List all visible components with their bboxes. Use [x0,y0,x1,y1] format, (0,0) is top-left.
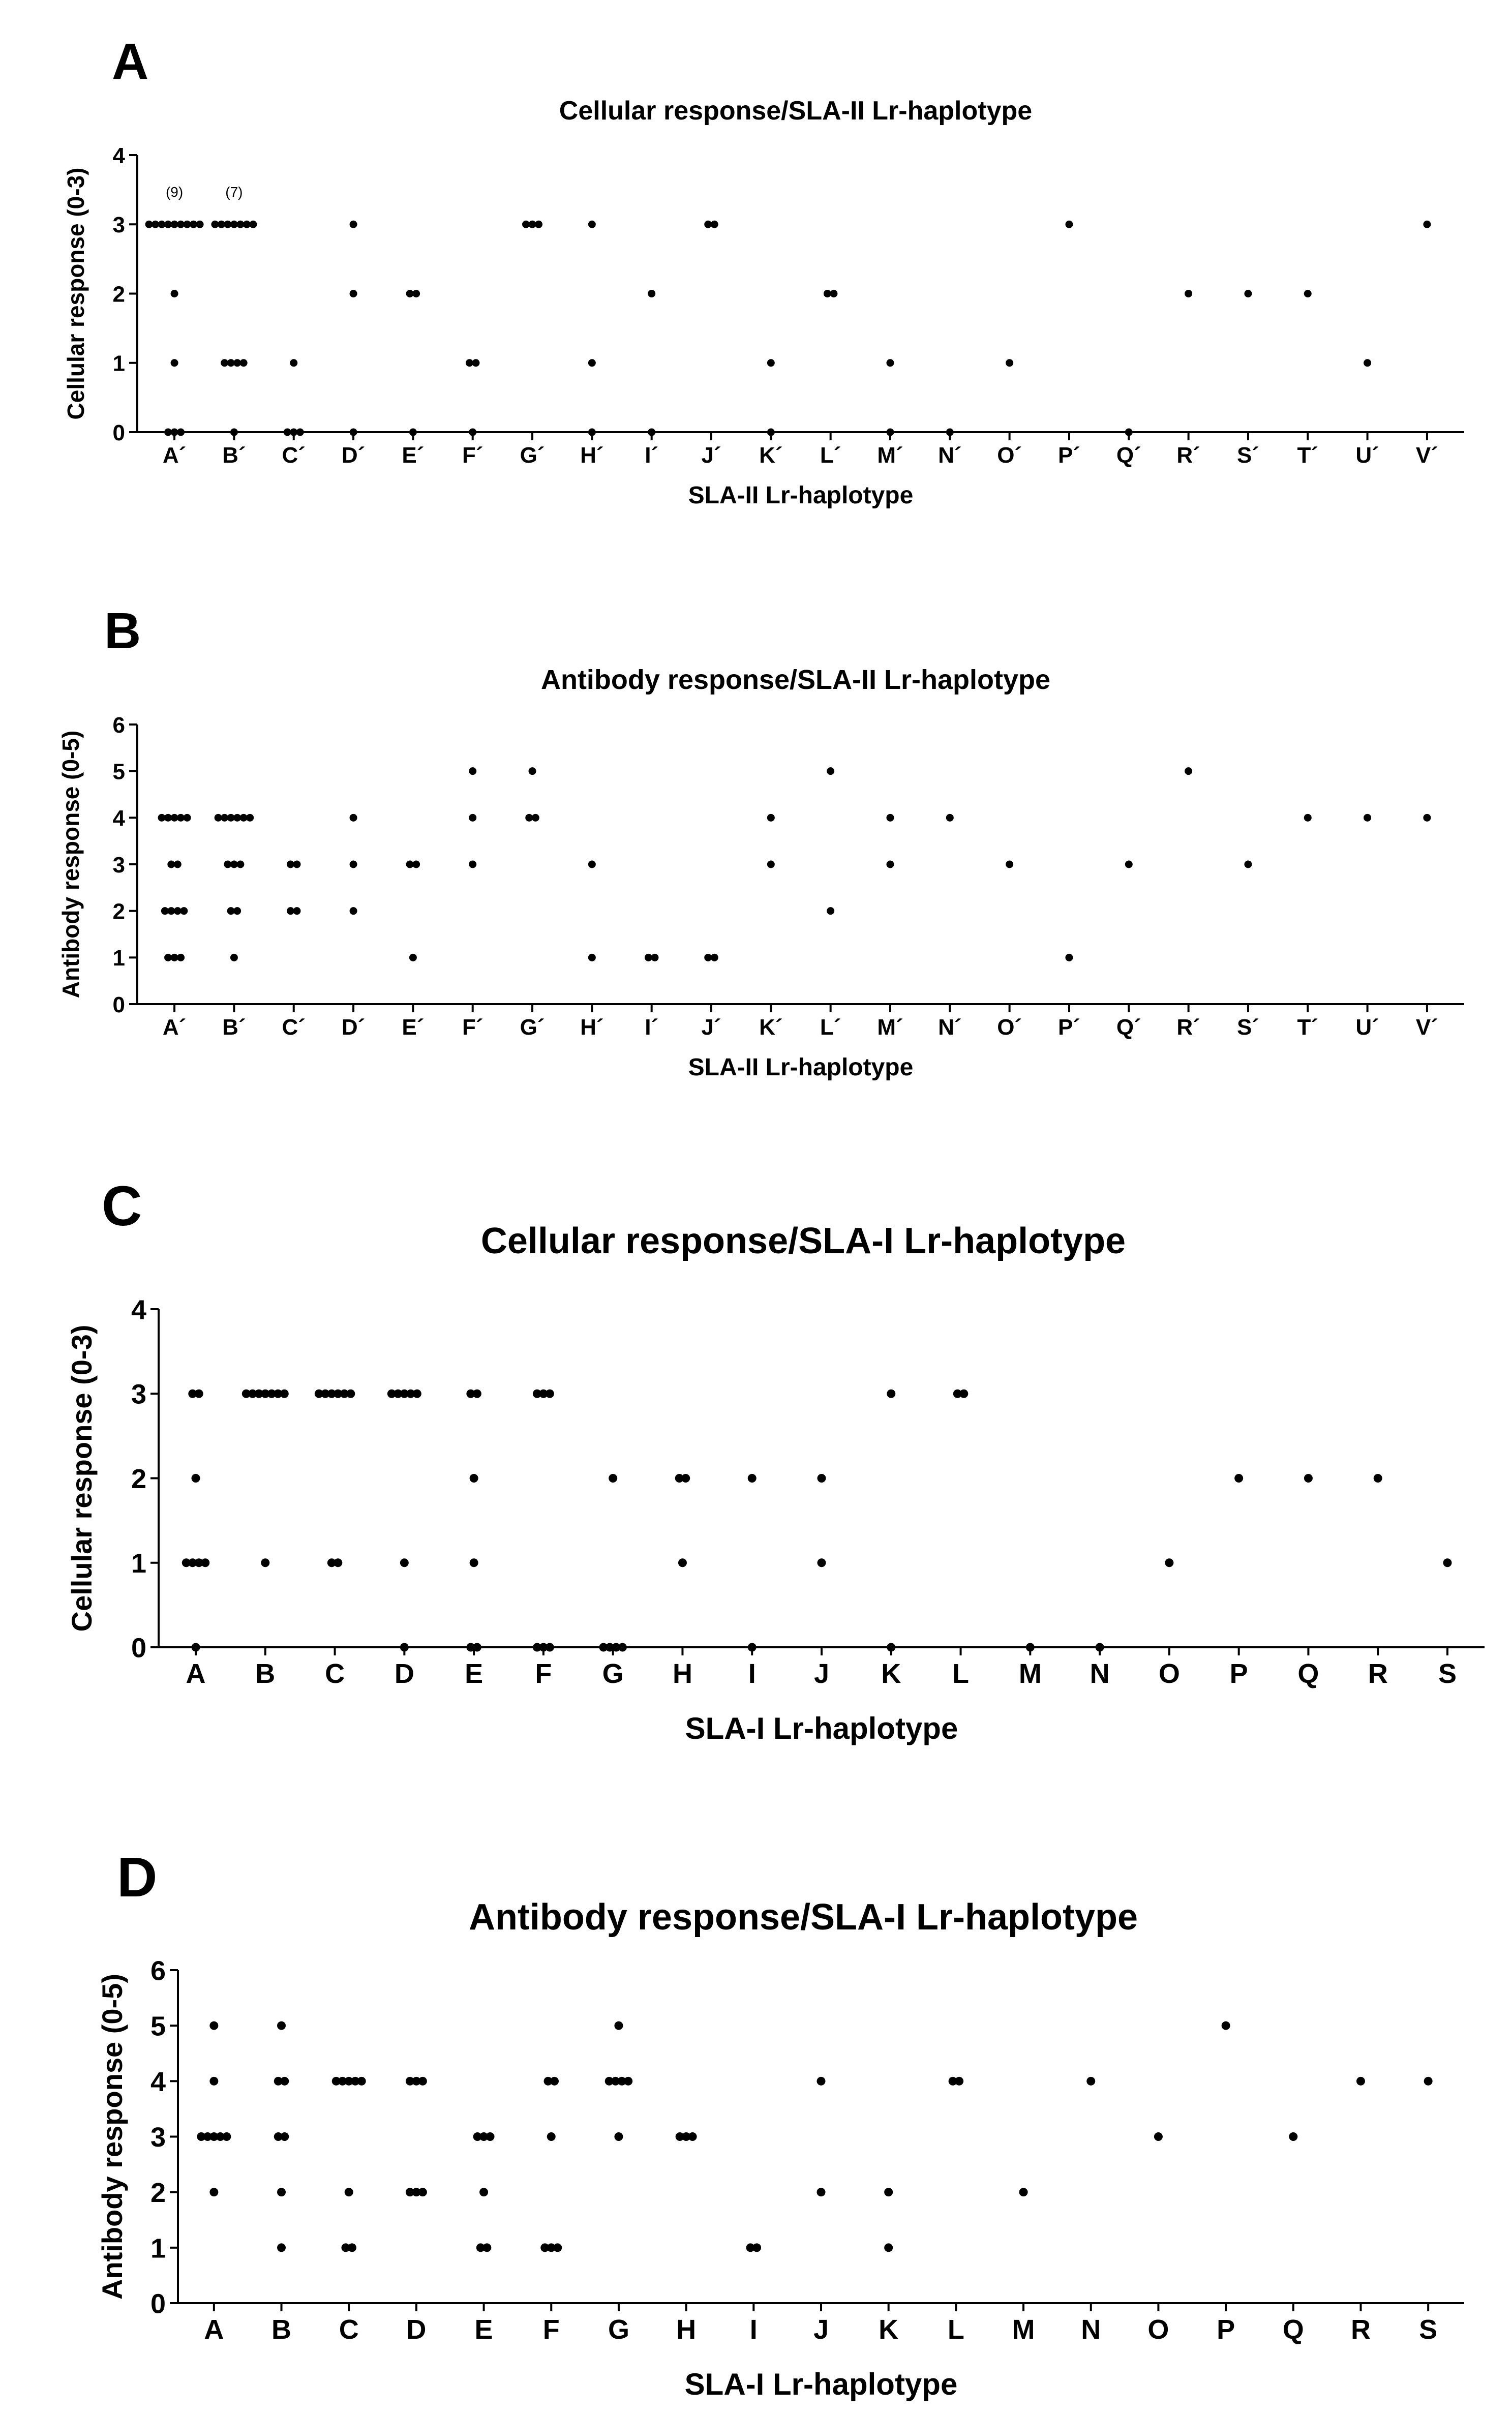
x-tick-label: V´ [1415,443,1438,468]
data-point [280,2077,289,2086]
y-tick-label: 2 [112,899,125,924]
data-point [209,2021,218,2030]
x-tick-label: P [1229,1658,1248,1689]
data-point [1244,861,1252,868]
chart-panel-b [57,602,1464,1081]
x-tick-label: H [672,1658,692,1689]
data-point [624,2077,632,2086]
data-point [1185,767,1192,775]
x-tick-label: S [1438,1658,1457,1689]
data-point [469,767,476,775]
x-tick-label: A [186,1658,206,1689]
x-tick-label: F´ [462,443,483,468]
chart-title: Antibody response/SLA-II Lr-haplotype [540,665,1051,695]
data-point [651,954,658,961]
data-point [412,290,420,297]
y-tick-label: 2 [150,2178,166,2209]
data-point [1065,221,1073,228]
data-point [648,429,655,436]
data-point [1125,861,1133,868]
data-point [222,2132,231,2141]
chart-title: Cellular response/SLA-I Lr-haplotype [480,1221,1126,1261]
data-point [350,861,357,868]
data-point [350,814,357,822]
data-point [547,2132,556,2141]
data-point [469,814,476,822]
data-point [767,359,775,367]
x-tick-label: E´ [402,443,425,468]
data-point [886,861,894,868]
data-point [535,221,542,228]
x-tick-label: M [1018,1658,1042,1689]
data-point [614,2132,623,2141]
data-point [1356,2077,1365,2086]
data-point [350,907,357,915]
x-tick-label: F [535,1658,552,1689]
x-tick-label: B [271,2314,292,2345]
x-tick-label: G [602,1658,624,1689]
x-tick-label: R´ [1176,443,1200,468]
data-point [470,1558,478,1567]
y-tick-label: 3 [112,852,125,878]
data-point [233,907,241,915]
data-point [201,1558,209,1567]
data-point [959,1390,968,1398]
x-tick-label: C´ [282,443,306,468]
data-point [827,767,834,775]
data-point [550,2077,559,2086]
data-point [192,1643,200,1652]
data-point [1154,2132,1163,2141]
data-point [293,907,300,915]
data-point [884,2188,893,2196]
data-point [887,1390,895,1398]
data-point [350,429,357,436]
data-point [280,1390,289,1398]
x-tick-label: L [947,2314,964,2345]
y-axis-label: Antibody response (0-5) [96,1974,128,2300]
x-tick-label: E [465,1658,483,1689]
data-point [171,290,178,297]
x-tick-label: A [204,2314,224,2345]
data-point [357,2077,366,2086]
data-point [711,954,718,961]
data-point [195,1390,203,1398]
data-point [230,429,238,436]
panel-letter: B [104,602,141,659]
x-tick-label: Q [1297,1658,1319,1689]
y-tick-label: 4 [112,806,125,831]
x-tick-label: G´ [520,1015,545,1040]
data-point [648,290,655,297]
data-point [884,2243,893,2252]
x-tick-label: Q [1282,2314,1304,2345]
data-point [1234,1474,1243,1483]
data-point [1304,290,1312,297]
data-point [479,2188,488,2196]
y-tick-label: 0 [150,2288,166,2319]
y-tick-label: 0 [112,992,125,1017]
y-axis-label: Antibody response (0-5) [57,730,84,999]
data-point [688,2132,697,2141]
data-point [830,290,837,297]
x-tick-label: T´ [1297,443,1319,468]
x-tick-label: S [1419,2314,1438,2345]
data-point [486,2132,495,2141]
data-point [553,2243,562,2252]
data-point [818,1474,826,1483]
x-tick-label: P´ [1057,443,1080,468]
x-tick-label: D´ [341,443,366,468]
y-axis-label: Cellular response (0-3) [66,1324,98,1632]
x-tick-label: L´ [820,1015,841,1040]
data-point [240,359,248,367]
y-tick-label: 4 [131,1294,146,1325]
x-tick-label: J [813,1658,830,1689]
data-point [277,2243,286,2252]
data-point [473,1643,481,1652]
data-point [609,1474,617,1483]
data-point [249,221,257,228]
data-point [588,429,596,436]
data-point [469,429,476,436]
x-tick-label: E [474,2314,493,2345]
data-point [293,861,300,868]
data-point [588,221,596,228]
data-point [409,954,417,961]
x-tick-label: I [749,2314,758,2345]
x-tick-label: L [952,1658,970,1689]
x-tick-label: O [1158,1658,1180,1689]
x-tick-label: C [339,2314,359,2345]
data-point [1006,861,1013,868]
y-tick-label: 4 [112,143,125,168]
x-tick-label: P [1217,2314,1235,2345]
x-axis-label: SLA-I Lr-haplotype [685,1711,958,1745]
data-point [588,359,596,367]
x-tick-label: I [748,1658,756,1689]
x-tick-label: C [325,1658,345,1689]
data-point [409,429,417,436]
x-tick-label: N [1081,2314,1101,2345]
data-point [1065,954,1073,961]
y-tick-label: 3 [112,213,125,238]
x-axis-label: SLA-I Lr-haplotype [684,2367,958,2401]
chart-title: Antibody response/SLA-I Lr-haplotype [468,1897,1138,1938]
x-tick-label: D [406,2314,427,2345]
y-tick-label: 1 [112,351,125,376]
x-tick-label: O [1147,2314,1169,2345]
data-point [748,1643,757,1652]
data-point [1244,290,1252,297]
x-tick-label: J´ [701,443,721,468]
x-tick-label: S´ [1236,443,1259,468]
data-point [678,1558,687,1567]
data-point [1006,359,1013,367]
data-point [334,1558,342,1567]
y-tick-label: 0 [112,420,125,445]
x-tick-label: R [1350,2314,1371,2345]
data-point [1364,814,1371,822]
data-point [1374,1474,1382,1483]
x-tick-label: K [879,2314,899,2345]
y-tick-label: 3 [150,2122,166,2153]
x-tick-label: G´ [520,443,545,468]
x-tick-label: G [608,2314,629,2345]
x-tick-label: N´ [938,1015,962,1040]
data-point [246,814,254,822]
x-tick-label: Q´ [1116,1015,1141,1040]
x-axis-label: SLA-II Lr-haplotype [688,482,914,509]
y-tick-label: 2 [112,282,125,307]
data-point [348,2243,356,2252]
data-point [614,2021,623,2030]
data-point [946,814,954,822]
x-tick-label: J´ [701,1015,721,1040]
x-tick-label: S´ [1236,1015,1259,1040]
x-tick-label: N [1090,1658,1110,1689]
data-point [748,1474,757,1483]
data-point [752,2243,761,2252]
x-tick-label: M´ [877,1015,903,1040]
data-point [767,429,775,436]
y-tick-label: 6 [150,1955,166,1986]
chart-panel-d [96,1846,1464,2401]
data-point [413,1390,421,1398]
data-point [588,954,596,961]
data-point [470,1474,478,1483]
x-tick-label: D [394,1658,414,1689]
x-tick-label: C´ [282,1015,306,1040]
data-point [177,429,185,436]
data-point [529,767,536,775]
data-point [236,861,244,868]
x-tick-label: K´ [759,443,783,468]
x-tick-label: M´ [877,443,903,468]
data-point [412,861,420,868]
data-point [1026,1643,1035,1652]
x-tick-label: J [813,2314,829,2345]
data-point [230,954,238,961]
y-tick-label: 3 [131,1379,146,1410]
data-point [711,221,718,228]
x-tick-label: O´ [997,443,1022,468]
x-tick-label: U´ [1355,443,1379,468]
data-point [1222,2021,1230,2030]
x-tick-label: B´ [222,443,246,468]
data-point [1304,1474,1313,1483]
data-point [350,290,357,297]
x-tick-label: K´ [759,1015,783,1040]
data-point [886,429,894,436]
y-tick-label: 2 [131,1463,146,1494]
data-point [546,1643,554,1652]
x-tick-label: D´ [341,1015,366,1040]
data-point [400,1643,409,1652]
data-point [418,2188,427,2196]
data-point [1096,1643,1104,1652]
x-tick-label: T´ [1297,1015,1319,1040]
data-point [177,954,185,961]
data-point [817,2077,826,2086]
data-point [277,2021,286,2030]
data-point [1019,2188,1028,2196]
data-point [681,1474,690,1483]
x-tick-label: L´ [820,443,841,468]
x-tick-label: I´ [645,443,659,468]
data-point [280,2132,289,2141]
data-point [209,2077,218,2086]
data-point [209,2188,218,2196]
data-point [350,221,357,228]
data-point [290,359,297,367]
data-point [469,861,476,868]
x-tick-label: A´ [162,443,187,468]
x-tick-label: V´ [1415,1015,1438,1040]
data-point [532,814,539,822]
y-tick-label: 5 [150,2011,166,2042]
data-point [1364,359,1371,367]
data-point [767,861,775,868]
data-point [588,861,596,868]
data-point [886,814,894,822]
data-point [418,2077,427,2086]
data-point [817,2188,826,2196]
data-point [184,814,191,822]
x-tick-label: Q´ [1116,443,1141,468]
data-point [946,429,954,436]
data-point [827,907,834,915]
x-tick-label: B´ [222,1015,246,1040]
x-axis-label: SLA-II Lr-haplotype [688,1054,914,1081]
x-tick-label: P´ [1057,1015,1080,1040]
y-tick-label: 6 [112,712,125,738]
panel-letter: A [112,33,149,90]
data-point [196,221,204,228]
x-tick-label: I´ [645,1015,659,1040]
data-point [473,1390,481,1398]
data-point [887,1643,895,1652]
data-point [472,359,479,367]
x-tick-label: A´ [162,1015,187,1040]
x-tick-label: O´ [997,1015,1022,1040]
data-point [955,2077,963,2086]
data-point [1165,1558,1173,1567]
x-tick-label: H´ [580,1015,604,1040]
y-tick-label: 1 [112,946,125,971]
y-tick-label: 5 [112,759,125,784]
y-axis-label: Cellular response (0-3) [63,167,89,420]
x-tick-label: F [542,2314,560,2345]
data-point [1423,221,1431,228]
data-point [1289,2132,1297,2141]
data-point [818,1558,826,1567]
data-point [192,1474,200,1483]
y-tick-label: 1 [131,1548,146,1579]
x-tick-label: N´ [938,443,962,468]
data-point [482,2243,491,2252]
point-count-annotation: (9) [165,184,184,200]
y-tick-label: 1 [150,2233,166,2264]
data-point [171,359,178,367]
data-point [1185,290,1192,297]
chart-panel-a [63,33,1464,509]
chart-title: Cellular response/SLA-II Lr-haplotype [559,96,1033,126]
data-point [345,2188,353,2196]
data-point [296,429,304,436]
data-point [1423,814,1431,822]
data-point [767,814,775,822]
x-tick-label: U´ [1355,1015,1379,1040]
x-tick-label: E´ [402,1015,425,1040]
x-tick-label: K [881,1658,901,1689]
data-point [174,861,182,868]
data-point [1125,429,1133,436]
point-count-annotation: (7) [225,184,243,200]
x-tick-label: H´ [580,443,604,468]
y-tick-label: 4 [150,2066,166,2097]
data-point [618,1643,627,1652]
data-point [1086,2077,1095,2086]
panel-letter: C [102,1175,142,1237]
data-point [346,1390,355,1398]
x-tick-label: B [255,1658,276,1689]
x-tick-label: F´ [462,1015,483,1040]
x-tick-label: H [676,2314,697,2345]
y-tick-label: 0 [131,1633,146,1664]
data-point [261,1558,269,1567]
chart-panel-c [66,1175,1485,1745]
x-tick-label: R´ [1176,1015,1200,1040]
data-point [886,359,894,367]
data-point [546,1390,554,1398]
x-tick-label: R [1368,1658,1388,1689]
data-point [1304,814,1312,822]
data-point [1424,2077,1433,2086]
data-point [180,907,188,915]
data-point [400,1558,409,1567]
data-point [277,2188,286,2196]
panel-letter: D [117,1846,158,1909]
data-point [1443,1558,1451,1567]
x-tick-label: M [1012,2314,1035,2345]
